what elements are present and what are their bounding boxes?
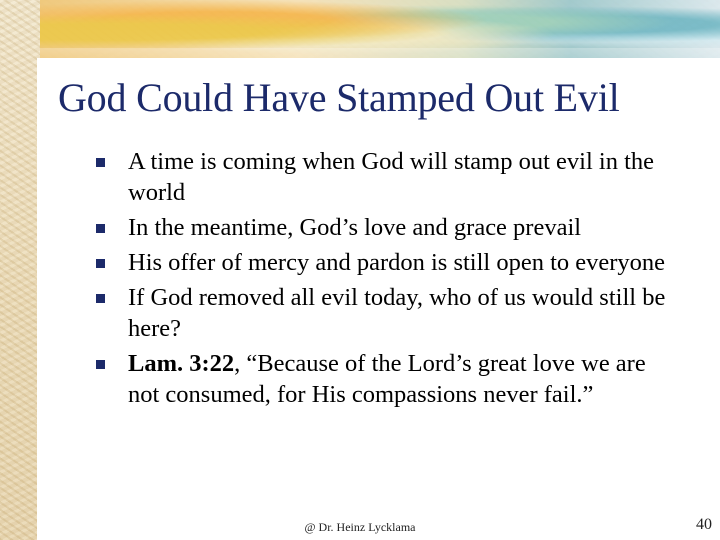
- bullet-item: [92, 146, 682, 208]
- scripture-reference: Lam. 3:22: [128, 350, 235, 377]
- bullet-text: If God removed all evil today, who of us would still be here?: [128, 284, 666, 342]
- slide-number: 40: [696, 516, 712, 533]
- square-bullet-icon: [96, 259, 105, 268]
- square-bullet-icon: [96, 294, 105, 303]
- bullet-list: [92, 146, 682, 414]
- bullet-text: His offer of mercy and pardon is still open to everyone: [128, 249, 666, 276]
- slide-title: God Could Have Stamped Out Evil: [58, 75, 620, 120]
- square-bullet-icon: [96, 360, 105, 369]
- bullet-item: [92, 348, 682, 410]
- square-bullet-icon: [96, 224, 105, 233]
- bullet-text: , “Because of the Lord’s great love we are not consumed, for His compassions never fail.”: [128, 350, 646, 408]
- bullet-text: A time is coming when God will stamp out evil in the world: [128, 148, 655, 206]
- bullet-text: In the meantime, God’s love and grace prevail: [128, 214, 582, 241]
- footer-credit: @ Dr. Heinz Lycklama: [304, 520, 416, 534]
- bullet-item: [92, 282, 682, 344]
- bullet-item: [92, 247, 682, 278]
- square-bullet-icon: [96, 158, 105, 167]
- bullet-item: [92, 212, 682, 243]
